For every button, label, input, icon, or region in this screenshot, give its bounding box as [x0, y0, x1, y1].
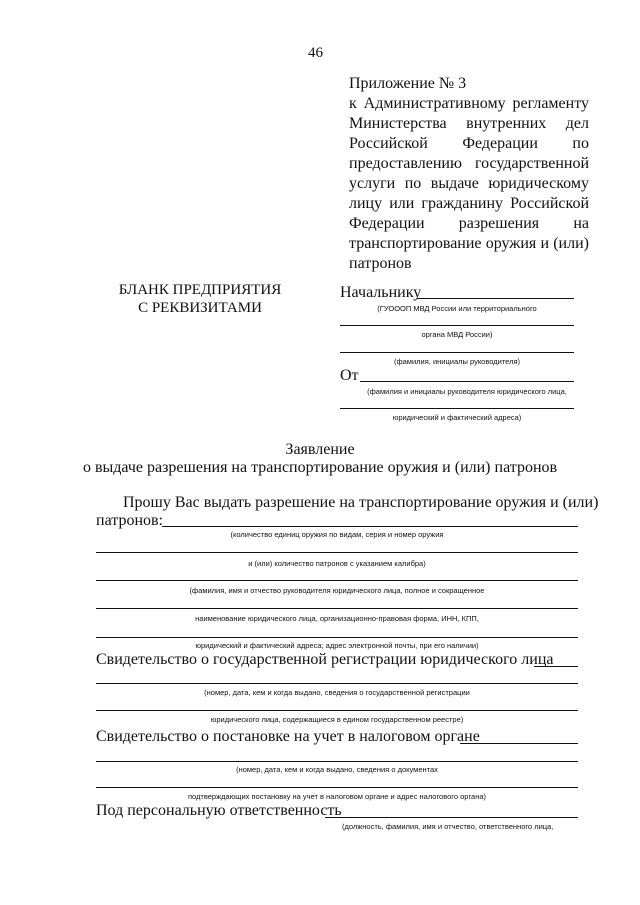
request-field-line-5[interactable] — [96, 637, 578, 638]
request-hint: (фамилия, имя и отчество руководителя юридического лица, полное и сокращенное — [189, 586, 485, 595]
tax-field-line-2[interactable] — [96, 761, 578, 762]
request-field-line-4[interactable] — [96, 608, 578, 609]
letterhead — [100, 281, 300, 317]
appendix-line: предоставлению государственной — [349, 155, 589, 172]
from-field-line-2[interactable] — [340, 408, 574, 409]
tax-hint: подтверждающих постановку на учет в налоговом органе и адрес налогового органа) — [187, 792, 487, 801]
appendix-line: лицу или гражданину Российской — [349, 195, 589, 212]
to-field-line-2[interactable] — [340, 325, 574, 326]
to-hint: (ГУОООП МВД России или территориального — [377, 304, 537, 313]
registration-field-line-3[interactable] — [96, 710, 578, 711]
appendix-line: Федерации разрешения на — [349, 215, 589, 232]
appendix-block — [349, 74, 589, 274]
responsibility-label: Под персональную ответственность — [96, 802, 342, 819]
appendix-line: патронов — [349, 255, 412, 272]
tax-field-line-3[interactable] — [96, 787, 578, 788]
statement-title: Заявление — [285, 441, 355, 458]
registration-field-line-2[interactable] — [96, 683, 578, 684]
statement-subtitle: о выдаче разрешения на транспортирование оружия и (или) патронов — [82, 459, 558, 476]
from-hint: (фамилия и инициалы руководителя юридического лица, — [367, 387, 567, 396]
appendix-line: Российской Федерации по — [349, 135, 589, 152]
request-hint: (количество единиц оружия по видам, серия и номер оружия — [230, 530, 444, 539]
request-text — [123, 493, 599, 513]
to-field-line-3[interactable] — [340, 352, 574, 353]
responsibility-field-line[interactable] — [325, 817, 578, 818]
to-hint: органа МВД России) — [421, 330, 493, 339]
letterhead-line: С РЕКВИЗИТАМИ — [138, 300, 262, 316]
from-field-line[interactable] — [360, 381, 574, 382]
to-field-line[interactable] — [417, 298, 574, 299]
responsibility-hint: (должность, фамилия, имя и отчество, ответственного лица, — [342, 822, 554, 831]
request-field-line[interactable] — [162, 526, 578, 527]
letterhead-line: БЛАНК ПРЕДПРИЯТИЯ — [118, 282, 282, 298]
request-hint: юридический и фактический адреса; адрес электронной почты, при его наличии) — [195, 641, 479, 650]
registration-hint: (номер, дата, кем и когда выдано, сведения о государственной регистрации — [204, 688, 470, 697]
registration-label: Свидетельство о государственной регистрации юридического лица — [96, 651, 554, 668]
appendix-title: Приложение № 3 — [349, 75, 467, 92]
tax-label: Свидетельство о постановке на учет в налоговом органе — [96, 728, 480, 745]
tax-field-line[interactable] — [460, 743, 578, 744]
page-number: 46 — [308, 45, 323, 61]
tax-hint: (номер, дата, кем и когда выдано, сведения о документах — [236, 765, 438, 774]
request-field-line-3[interactable] — [96, 580, 578, 581]
appendix-line: услуги по выдаче юридическому — [349, 175, 589, 192]
request-hint: наименование юридического лица, организационно-правовая форма, ИНН, КПП, — [195, 614, 479, 623]
to-label: Начальнику — [340, 284, 422, 301]
appendix-line: Министерства внутренних дел — [349, 115, 589, 132]
from-label: От — [340, 367, 359, 384]
appendix-line: к Административному регламенту — [349, 95, 589, 112]
request-field-line-2[interactable] — [96, 552, 578, 553]
request-patrons-label: патронов: — [96, 512, 163, 529]
from-hint: юридический и фактический адреса) — [392, 413, 522, 422]
request-line: Прошу Вас выдать разрешение на транспортирование оружия и (или) — [123, 494, 599, 511]
to-hint: (фамилия, инициалы руководителя) — [393, 357, 521, 366]
appendix-line: транспортирование оружия и (или) — [349, 235, 589, 252]
registration-field-line[interactable] — [534, 666, 578, 667]
request-hint: и (или) количество патронов с указанием калибра) — [248, 559, 426, 568]
registration-hint: юридического лица, содержащиеся в едином государственном реестре) — [210, 715, 464, 724]
